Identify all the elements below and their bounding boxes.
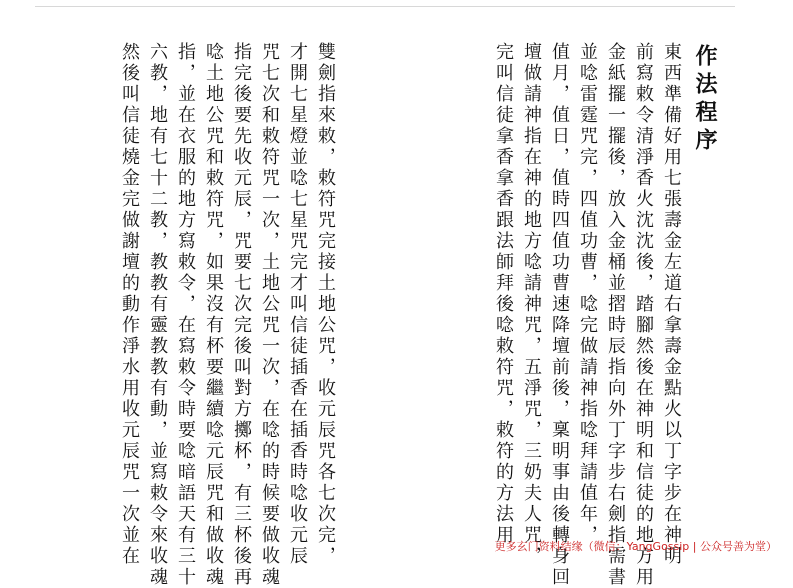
text-column-right-7: 完叫信徒拿香拿香跟法師拜後唸敕符咒，敕符的方法用 xyxy=(493,42,514,546)
text-column-left-6: 指，並在衣服的地方寫敕令，在寫敕令時要唸暗語天有三十 xyxy=(175,42,196,588)
text-column-left-1: 雙劍指來敕，敕符咒完接土地公咒，收元辰咒各七次完， xyxy=(315,42,336,567)
text-column-right-6: 壇做請神指在神的地方唸請神咒，五淨咒，三奶夫人咒， xyxy=(521,42,542,567)
text-column-right-2: 前寫敕令清淨香火沈沈後，踏腳然後在神明和信徒的地方用 xyxy=(633,42,654,588)
text-column-left-7: 六教，地有七十二教，教教有靈教教有動，並寫敕令來收魂 xyxy=(147,42,168,588)
top-rule xyxy=(35,6,735,7)
text-column-left-4: 指完後要先收元辰，咒要七次完後叫對方擲杯，有三杯後再 xyxy=(231,42,252,588)
text-column-left-2: 才開七星燈並唸七星咒完才叫信徒插香在插香時唸收元辰 xyxy=(287,42,308,567)
text-column-right-5: 值月，值日，值時四值功曹速降壇前後，稟明事由後轉身回 xyxy=(549,42,570,588)
text-column-right-1: 東西準備好用七張壽金左道右拿壽金點火以丁字步在神明 xyxy=(661,42,682,567)
section-heading: 作法程序 xyxy=(692,44,718,156)
text-column-right-4: 並唸雷霆咒完，四值功曹，唸完做請神指唸拜請值年， xyxy=(577,42,598,546)
text-column-right-3: 金紙擺一擺後，放入金桶並摺時辰指向外丁字步右劍指需書 xyxy=(605,42,626,588)
footer-watermark: 更多玄门资料结缘（微信：YangGossip | 公众号善为堂） xyxy=(494,540,777,553)
text-column-left-3: 咒七次和敕符咒一次，土地公咒一次，在唸的時候要做收魂 xyxy=(259,42,280,588)
text-column-left-8: 然後叫信徒燒金完做謝壇的動作淨水用收元辰咒一次並在 xyxy=(119,42,140,567)
text-column-left-5: 唸土地公咒和敕符咒，如果沒有杯要繼續唸元辰咒和做收魂 xyxy=(203,42,224,588)
